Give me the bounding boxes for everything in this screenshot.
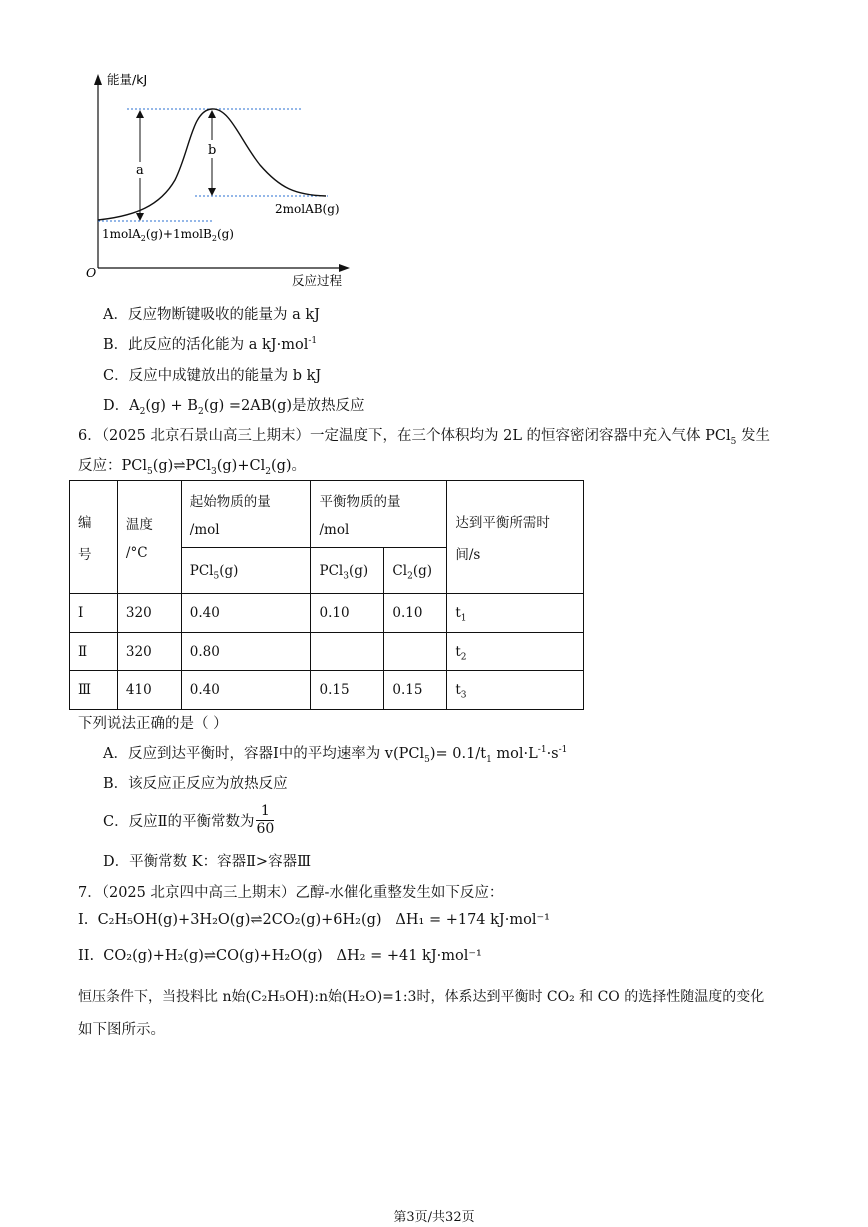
cell-id: Ⅱ [70, 633, 118, 671]
q7-condition-line-2: 如下图所示。 [78, 1022, 165, 1038]
cell-temp: 410 [117, 671, 181, 710]
cell-pcl5: 0.80 [181, 633, 311, 671]
q5-option-c: C．反应中成键放出的能量为 b kJ [103, 368, 322, 384]
subheader-cl2: $Cl_2(g)$ [384, 548, 447, 594]
q6-option-b: B．该反应正反应为放热反应 [103, 776, 288, 792]
cell-pcl3: 0.15 [311, 671, 384, 710]
q6-prompt: 下列说法正确的是（ ） [78, 716, 228, 732]
fraction: $\frac{1}{60}$ [256, 803, 275, 837]
origin-label: O [86, 265, 97, 280]
subheader-pcl5: PCl$_5$(g) [181, 548, 311, 594]
q5-option-a: A．反应物断键吸收的能量为 a kJ [103, 307, 320, 323]
product-label: 2molAB(g) [275, 202, 340, 216]
header-id: 编 号 [70, 481, 118, 594]
y-axis-arrow [94, 74, 102, 85]
x-axis-arrow [339, 264, 350, 272]
q7-reaction-2: II. CO₂(g)+H₂(g)⇌CO(g)+H₂O(g) ΔH₂ = +41 kJ·mol⁻¹ [78, 948, 482, 964]
cell-id: Ⅲ [70, 671, 118, 710]
header-time: 达到平衡所需时 间/s [447, 481, 584, 594]
cell-cl2 [384, 633, 447, 671]
q6-option-d: D．平衡常数 K：容器Ⅱ>容器Ⅲ [103, 854, 312, 870]
cell-pcl3: 0.10 [311, 594, 384, 633]
header-start-amount: 起始物质的量 /mol [181, 481, 311, 548]
cell-cl2: 0.15 [384, 671, 447, 710]
header-eq-amount: 平衡物质的量 /mol [311, 481, 447, 548]
q6-stem-line1: 6．（2025 北京石景山高三上期末）一定温度下，在三个体积均为 2L 的恒容密闭容器中充入气体 PCl$_5$ 发生 [78, 428, 770, 447]
q7-condition-line: 恒压条件下，当投料比 n始(C₂H₅OH):n始(H₂O)=1:3时，体系达到平衡时 CO₂ 和 CO 的选择性随温度的变化 [78, 989, 765, 1005]
x-axis-label: 反应过程 [292, 273, 343, 288]
table-row [70, 671, 584, 710]
label-a: a [136, 163, 144, 178]
cell-time: $t_3$ [447, 671, 584, 710]
q5-option-b: B．此反应的活化能为 a kJ·mol$^{-1}$ [103, 336, 318, 353]
cell-cl2: 0.10 [384, 594, 447, 633]
header-temp: 温度 /°C [117, 481, 181, 594]
cell-pcl5: 0.40 [181, 671, 311, 710]
cell-pcl3 [311, 633, 384, 671]
cell-temp: 320 [117, 633, 181, 671]
cell-time: $t_1$ [447, 594, 584, 633]
equilibrium-arrow-icon: ⇌ [203, 948, 217, 964]
page-footer: 第3页/共32页 [393, 1210, 475, 1225]
cell-time: $t_2$ [447, 633, 584, 671]
table-row [70, 633, 584, 671]
q7-reaction-1: I. C₂H₅OH(g)+3H₂O(g)⇌2CO₂(g)+6H₂(g) ΔH₁ = +174 kJ·mol⁻¹ [78, 912, 550, 928]
cell-temp: 320 [117, 594, 181, 633]
q6-data-table [69, 480, 584, 710]
cell-pcl5: 0.40 [181, 594, 311, 633]
q6-option-a: A．反应到达平衡时，容器Ⅰ中的平均速率为 $v(PCl_5)= 0.1/t_1$ $mol\cdot L^{-1}\cdot s^{-1}$ [103, 745, 568, 765]
energy-diagram [80, 70, 370, 295]
q6-stem-line2: 反应：$PCl_5(g)\rightleftharpoons PCl_3(g)+Cl_2(g)$。 [78, 458, 307, 477]
q5-option-d: D．$A_2(g) + B_2(g) =2AB(g)$是放热反应 [103, 398, 365, 417]
label-b: b [208, 143, 217, 158]
q7-intro: 7．（2025 北京四中高三上期末）乙醇-水催化重整发生如下反应： [78, 885, 504, 901]
subheader-pcl3: PCl$_3$(g) [311, 548, 384, 594]
y-axis-label: 能量/kJ [107, 72, 148, 87]
reactant-label: 1molA$_2$(g)+1molB$_2$(g) [102, 227, 234, 243]
equilibrium-arrow-icon: ⇌ [250, 912, 263, 928]
cell-id: Ⅰ [70, 594, 118, 633]
table-row [70, 594, 584, 633]
q6-option-c: C．反应Ⅱ的平衡常数为 $\frac{1}{60}$ [103, 803, 275, 837]
equilibrium-arrow-icon: ⇌ [173, 458, 186, 474]
